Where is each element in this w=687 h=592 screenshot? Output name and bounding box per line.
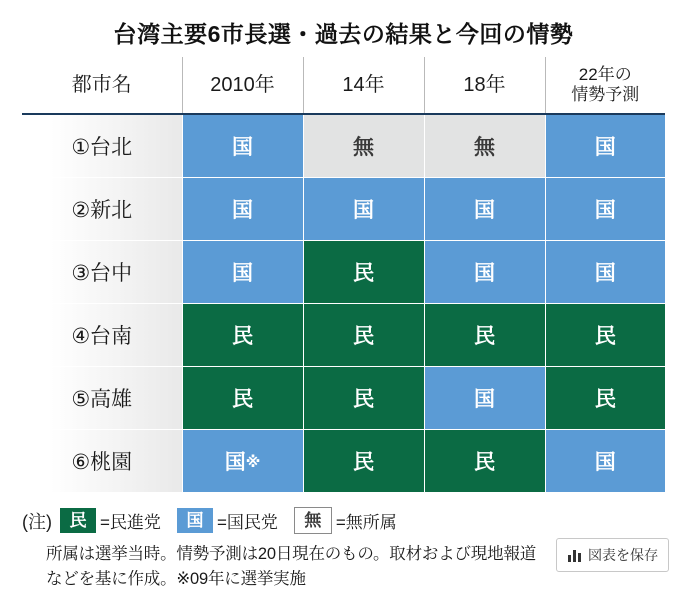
page-title: 台湾主要6市長選・過去の結果と今回の情勢 [113, 21, 574, 47]
result-label: 国 [232, 199, 253, 222]
column-header-city [22, 57, 182, 114]
legend-text-dpp: =民進党 [100, 513, 161, 533]
result-cell [424, 367, 545, 430]
result-label: 国 [232, 136, 253, 159]
result-cell [424, 178, 545, 241]
result-cell [182, 178, 303, 241]
legend-item-kmt [175, 508, 280, 533]
table-row [22, 430, 665, 493]
footnote-line-1: 所属は選挙当時。情勢予測は20日現在のもの。取材および現地報道 [46, 545, 536, 564]
table-row [22, 114, 665, 178]
result-label: 民 [353, 388, 374, 411]
legend-item-dpp [58, 508, 163, 533]
column-header-2014 [303, 57, 424, 114]
result-label: 国 [594, 451, 616, 474]
row-city-name: ③台中 [22, 241, 182, 304]
result-cell [182, 304, 303, 367]
result-label: 民 [594, 388, 616, 411]
result-label: 民 [474, 325, 495, 348]
result-label: 国 [474, 262, 495, 285]
save-chart-label: 図表を保存 [588, 547, 658, 563]
results-table [22, 57, 665, 493]
result-label: 民 [353, 262, 374, 285]
row-city-name: ⑥桃園 [22, 430, 182, 493]
result-cell [182, 430, 303, 493]
row-city-name: ⑤高雄 [22, 367, 182, 430]
legend-note-label: (注) [22, 511, 52, 532]
legend-chip-dpp: 民 [60, 508, 96, 533]
result-cell [182, 367, 303, 430]
result-label: 国 [474, 199, 495, 222]
results-table-wrapper [22, 57, 665, 493]
column-header-2018-label: 18年 [463, 73, 506, 96]
column-header-2010-label: 2010年 [210, 73, 275, 96]
legend-chip-kmt: 国 [177, 508, 213, 533]
result-cell [303, 304, 424, 367]
legend [22, 507, 665, 534]
row-city-name: ①台北 [22, 114, 182, 178]
result-label: 民 [353, 451, 374, 474]
footnote-line-2: などを基に作成。※09年に選挙実施 [46, 570, 306, 588]
result-cell [545, 114, 665, 178]
result-cell [545, 367, 665, 430]
row-city-name: ④台南 [22, 304, 182, 367]
result-label: 無 [474, 136, 495, 159]
result-cell [303, 367, 424, 430]
result-cell [424, 430, 545, 493]
legend-text-independent: =無所属 [335, 513, 397, 533]
result-cell [182, 241, 303, 304]
result-label: 国 [594, 136, 616, 159]
column-header-2022-forecast [545, 57, 665, 114]
save-chart-button[interactable] [556, 538, 669, 572]
bar-chart-icon [567, 548, 582, 563]
result-label: 民 [594, 325, 616, 348]
table-row [22, 178, 665, 241]
column-header-2022-line2: 情勢予測 [571, 85, 640, 104]
result-cell [303, 114, 424, 178]
result-cell [303, 430, 424, 493]
result-cell [303, 178, 424, 241]
column-header-2014-label: 14年 [342, 73, 385, 96]
result-cell [545, 241, 665, 304]
result-label: 民 [232, 388, 253, 411]
table-header-row [22, 57, 665, 114]
result-cell [545, 304, 665, 367]
legend-chip-independent: 無 [294, 507, 332, 534]
result-cell [545, 430, 665, 493]
result-cell [545, 178, 665, 241]
table-row [22, 367, 665, 430]
column-header-2022-line1: 22年の [578, 65, 632, 85]
column-header-2010 [182, 57, 303, 114]
column-header-city-label: 都市名 [71, 73, 132, 96]
result-label: 民 [474, 451, 495, 474]
result-label: 国 [594, 199, 616, 222]
result-label: 国 [224, 451, 246, 474]
result-cell [424, 114, 545, 178]
table-body [22, 114, 665, 493]
row-city-name: ②新北 [22, 178, 182, 241]
result-label: 国 [353, 199, 374, 222]
result-label: 民 [353, 325, 374, 348]
result-cell [303, 241, 424, 304]
result-cell [182, 114, 303, 178]
table-row [22, 304, 665, 367]
result-label: 国 [232, 262, 253, 285]
result-cell [424, 304, 545, 367]
result-label: 国 [474, 388, 495, 411]
result-cell [424, 241, 545, 304]
footnote-mark: ※ [245, 454, 261, 471]
table-row [22, 241, 665, 304]
legend-item-independent [292, 507, 399, 534]
result-label: 民 [232, 325, 253, 348]
result-label: 無 [353, 136, 374, 159]
legend-text-kmt: =国民党 [216, 513, 278, 533]
column-header-2018 [424, 57, 545, 114]
result-label: 国 [594, 262, 616, 285]
